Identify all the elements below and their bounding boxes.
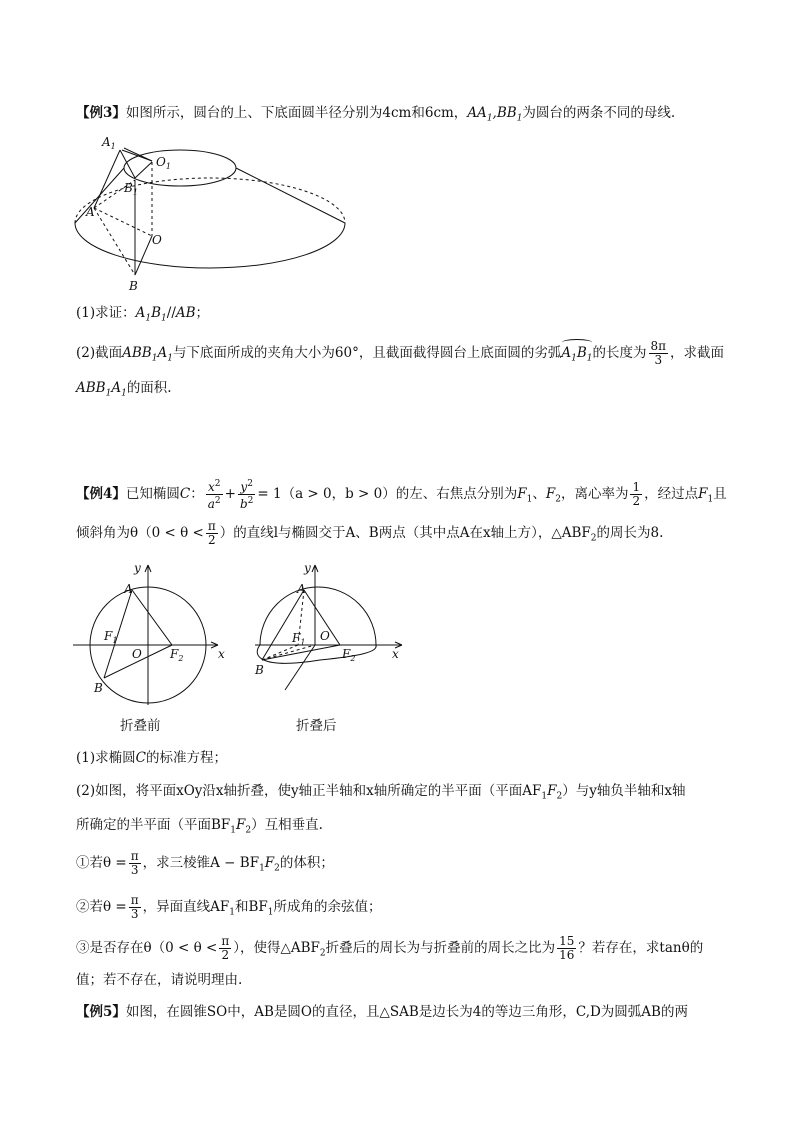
ellipse-after-figure xyxy=(250,560,410,710)
ex4-tag: 【例4】 xyxy=(76,486,126,502)
svg-text:F1: $F_1$ xyxy=(104,629,118,645)
ex4-sub3-line2: 值；若不存在，请说明理由. xyxy=(76,972,243,988)
ex5-tag: 【例5】 xyxy=(76,1004,126,1020)
ex4-line1: 【例4】已知椭圆C： $\frac{x^2}{a^2}$ + $\frac{y^2}{b^2}$ = 1（a > 0，b > 0）的左、右焦点分别为$F_1$、$F_2$，离心率为 $\frac{1}{2}$ ，经过点$F_1$且 xyxy=(76,479,727,511)
label-B: B xyxy=(129,279,138,293)
ex4-sub3: ③是否存在θ（0 < θ < $\frac{\pi}{2}$ ），使得$\triangle ABF_2$折叠后的周长为与折叠前的周长之比为 $\frac{15}{16}$ ？若存在，求tanθ的 xyxy=(76,934,704,962)
svg-text:B: B xyxy=(94,681,103,695)
svg-text:B: B xyxy=(255,663,264,677)
ex3-q2-line2: $ABB_1A_1$的面积. xyxy=(76,380,172,399)
frustum-figure xyxy=(70,128,350,298)
label-A1: $A_1$ xyxy=(102,135,116,151)
svg-text:A: A xyxy=(124,582,133,596)
ellipse-before-figure xyxy=(68,560,238,710)
svg-text:x: x xyxy=(218,647,225,661)
svg-text:y: y xyxy=(134,561,141,575)
caption-before: 折叠前 xyxy=(120,718,161,734)
ex3-q2: (2)截面$ABB_1A_1$与下底面所成的夹角大小为60°，且截面截得圆台上底面圆的劣弧$A_1B_1$的长度为 $\frac{8\pi}{3}$ ，求截面 xyxy=(76,339,725,367)
ex4-line2: 倾斜角为θ（0 < θ < $\frac{\pi}{2}$ ）的直线l与椭圆交于A、B两点（其中点A在x轴上方），$\triangle ABF_2$的周长为8. xyxy=(76,519,664,547)
label-O: O xyxy=(152,233,162,247)
ex4-sub1: ①若θ = $\frac{\pi}{3}$ ，求三棱锥$A - BF_1F_2$的体积； xyxy=(76,849,334,877)
ex3-tag: 【例3】 xyxy=(76,105,126,121)
ex4-q2-line1: (2)如图，将平面xOy沿x轴折叠，使y轴正半轴和x轴所确定的半平面（平面$AF_1F_2$）与y轴负半轴和x轴 xyxy=(76,783,686,802)
caption-after: 折叠后 xyxy=(296,718,337,734)
ex5-intro: 【例5】如图，在圆锥SO中，AB是圆O的直径，且△SAB是边长为4的等边三角形，C,D为圆弧AB的两 xyxy=(76,1004,688,1020)
svg-text:F2: $F_2$ xyxy=(170,647,184,663)
svg-text:x: x xyxy=(392,647,399,661)
ex3-q1: (1)求证：$A_1B_1//AB$； xyxy=(76,305,210,324)
ex4-q1: (1)求椭圆C的标准方程； xyxy=(76,750,227,766)
ex4-q2-line2: 所确定的半平面（平面$BF_1F_2$）互相垂直. xyxy=(76,817,323,836)
ex3-intro: 【例3】如图所示，圆台的上、下底面圆半径分别为4cm和6cm，$AA_1,BB_1$为圆台的两条不同的母线. xyxy=(76,105,676,124)
ex4-sub2: ②若θ = $\frac{\pi}{3}$ ，异面直线$AF_1$和$BF_1$所成角的余弦值； xyxy=(76,893,382,921)
svg-text:O: O xyxy=(132,647,142,661)
svg-text:y: y xyxy=(304,561,311,575)
svg-text:A: A xyxy=(297,582,306,596)
svg-text:O: O xyxy=(320,629,330,643)
label-O1: $O_1$ xyxy=(156,155,171,171)
svg-text:F1: $F_1$ xyxy=(292,631,306,647)
svg-text:F2: $F_2$ xyxy=(342,647,356,663)
label-A: A xyxy=(86,205,95,219)
label-B1: $B_1$ xyxy=(124,181,138,197)
